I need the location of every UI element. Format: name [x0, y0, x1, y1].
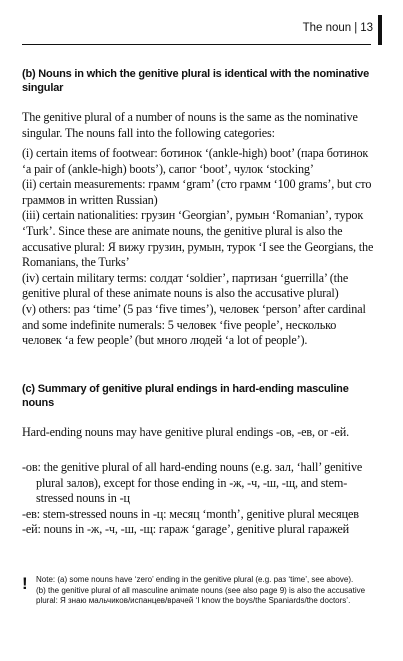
note-box — [36, 575, 376, 607]
section-b-intro: The genitive plural of a number of nouns is the same as the nominative singular. The nouns fall into the following categories: — [22, 110, 358, 140]
chapter-title: The noun — [302, 22, 352, 34]
list-item: (v) others: раз ‘time’ (5 раз ‘five times’), человек ‘person’ after cardinal and some indefinite numerals: 5 человек ‘five people’, несколько человек ‘a few people’ (but много людей ‘a lot of people’). — [22, 301, 366, 348]
section-c-heading: (c) Summary of genitive plural endings in hard-ending masculine nouns — [22, 383, 349, 409]
list-item: (i) certain items of footwear: ботинок ‘(ankle-high) boot’ (пара ботинок ‘a pair of (ankle-high) boots’), сапог ‘boot’, чулок ‘stocking’ — [22, 146, 369, 176]
header-separator: | — [354, 22, 358, 34]
running-header — [303, 22, 373, 34]
list-item: (iv) certain military terms: солдат ‘soldier’, партизан ‘guerrilla’ (the genitive plural of these animate nouns is also the accusative plural) — [22, 270, 349, 301]
section-b-heading: (b) Nouns in which the genitive plural is identical with the nominative singular — [22, 68, 370, 94]
exclamation-icon: ! — [22, 574, 28, 593]
list-item: -ей: nouns in -ж, -ч, -ш, -щ: гараж ‘garage’, genitive plural гаражей — [22, 522, 349, 537]
list-item: -ов: the genitive plural of all hard-ending nouns (e.g. зал, ‘hall’ genitive plural залов), except for those ending in -ж, -ч, -ш, -щ, and stem-stressed nouns in -ц — [22, 460, 363, 506]
note-line-b: (b) the genitive plural of all masculine animate nouns (see also page 9) is also the accusative plural: Я знаю мальчиков/испанцев/врачей ‘I know the boys/the Spaniards/the doctors’. — [36, 585, 366, 605]
list-item: (ii) certain measurements: грамм ‘gram’ (сто грамм ‘100 grams’, but сто граммов in written Russian) — [22, 177, 372, 207]
page-number: 13 — [360, 22, 373, 34]
list-item: (iii) certain nationalities: грузин ‘Georgian’, румын ‘Romanian’, турок ‘Turk’. Since these are animate nouns, the genitive plural is also the accusative plural: Я вижу грузин, румын, турок ‘I see the Georgians, the Romanians, the Turks’ — [22, 208, 374, 270]
header-rule — [22, 44, 371, 45]
section-b-list — [22, 146, 374, 349]
note-line-a: Note: (a) some nouns have ‘zero’ ending in the genitive plural (e.g. раз ‘time’, see above). — [36, 575, 354, 584]
section-c-intro: Hard-ending nouns may have genitive plural endings -ов, -ев, or -ей. — [22, 425, 349, 439]
list-item: -ев: stem-stressed nouns in -ц: месяц ‘month’, genitive plural месяцев — [22, 506, 359, 521]
section-c-list — [22, 460, 374, 538]
thumb-index-bar — [378, 15, 382, 45]
